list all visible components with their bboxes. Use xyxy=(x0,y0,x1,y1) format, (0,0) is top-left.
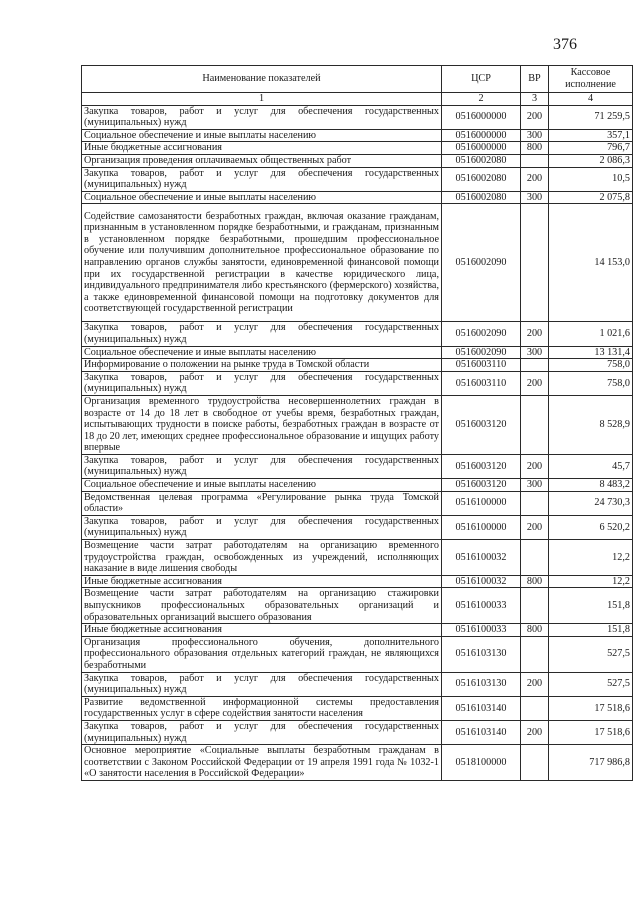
table-row xyxy=(82,322,633,346)
row-csr: 0516002090 xyxy=(442,204,521,322)
row-vr: 800 xyxy=(521,624,549,637)
column-number: 2 xyxy=(442,93,521,106)
column-number: 4 xyxy=(549,93,633,106)
table-row xyxy=(82,371,633,395)
row-name: Возмещение части затрат работодателям на организацию стажировки выпускников профессиональных образовательных организаций и образовательных организаций высшего образования xyxy=(82,588,442,624)
row-vr xyxy=(521,395,549,454)
table-row xyxy=(82,575,633,588)
row-amount: 14 153,0 xyxy=(549,204,633,322)
row-vr: 300 xyxy=(521,479,549,492)
row-name: Иные бюджетные ассигнования xyxy=(82,142,442,155)
row-amount: 6 520,2 xyxy=(549,515,633,539)
row-csr: 0516003120 xyxy=(442,454,521,478)
table-row xyxy=(82,479,633,492)
row-name: Закупка товаров, работ и услуг для обеспечения государственных (муниципальных) нужд xyxy=(82,515,442,539)
row-csr: 0516003110 xyxy=(442,371,521,395)
row-amount: 151,8 xyxy=(549,588,633,624)
header-csr: ЦСР xyxy=(442,66,521,93)
row-name: Развитие ведомственной информационной системы предоставления государственных услуг в сфере содействия занятости населения xyxy=(82,696,442,720)
row-vr xyxy=(521,204,549,322)
row-vr: 200 xyxy=(521,371,549,395)
table-row xyxy=(82,129,633,142)
table-row xyxy=(82,636,633,672)
budget-table xyxy=(81,65,633,781)
row-vr xyxy=(521,491,549,515)
row-csr: 0516000000 xyxy=(442,105,521,129)
row-name: Социальное обеспечение и иные выплаты населению xyxy=(82,191,442,204)
row-vr: 300 xyxy=(521,129,549,142)
row-csr: 0516100032 xyxy=(442,575,521,588)
row-amount: 1 021,6 xyxy=(549,322,633,346)
row-csr: 0516000000 xyxy=(442,129,521,142)
row-amount: 45,7 xyxy=(549,454,633,478)
row-vr: 200 xyxy=(521,454,549,478)
row-csr: 0516103140 xyxy=(442,696,521,720)
row-csr: 0516002080 xyxy=(442,167,521,191)
row-name: Социальное обеспечение и иные выплаты населению xyxy=(82,479,442,492)
row-name: Иные бюджетные ассигнования xyxy=(82,575,442,588)
row-amount: 71 259,5 xyxy=(549,105,633,129)
table-row xyxy=(82,105,633,129)
row-vr: 800 xyxy=(521,575,549,588)
table-row xyxy=(82,624,633,637)
row-name: Ведомственная целевая программа «Регулирование рынка труда Томской области» xyxy=(82,491,442,515)
table-row xyxy=(82,142,633,155)
row-amount: 12,2 xyxy=(549,575,633,588)
row-vr: 200 xyxy=(521,167,549,191)
row-name: Закупка товаров, работ и услуг для обеспечения государственных (муниципальных) нужд xyxy=(82,672,442,696)
row-vr xyxy=(521,588,549,624)
row-csr: 0518100000 xyxy=(442,745,521,781)
header-vr: ВР xyxy=(521,66,549,93)
row-name: Закупка товаров, работ и услуг для обеспечения государственных (муниципальных) нужд xyxy=(82,322,442,346)
table-row xyxy=(82,191,633,204)
table-row xyxy=(82,154,633,167)
row-vr xyxy=(521,154,549,167)
row-name: Организация проведения оплачиваемых общественных работ xyxy=(82,154,442,167)
row-name: Информирование о положении на рынке труда в Томской области xyxy=(82,359,442,372)
table-row xyxy=(82,515,633,539)
row-vr: 300 xyxy=(521,191,549,204)
column-number: 1 xyxy=(82,93,442,106)
row-amount: 758,0 xyxy=(549,359,633,372)
row-name: Возмещение части затрат работодателям на организацию временного трудоустройства граждан, освобожденных из учреждений, исполняющих наказание в виде лишения свободы xyxy=(82,540,442,576)
row-csr: 0516100000 xyxy=(442,515,521,539)
row-csr: 0516003120 xyxy=(442,479,521,492)
table-row xyxy=(82,696,633,720)
table-row xyxy=(82,588,633,624)
row-vr xyxy=(521,359,549,372)
row-csr: 0516003110 xyxy=(442,359,521,372)
table-row xyxy=(82,672,633,696)
header-row xyxy=(82,66,633,93)
row-amount: 12,2 xyxy=(549,540,633,576)
table-row xyxy=(82,745,633,781)
row-amount: 13 131,4 xyxy=(549,346,633,359)
row-name: Социальное обеспечение и иные выплаты населению xyxy=(82,346,442,359)
table-row xyxy=(82,167,633,191)
row-amount: 527,5 xyxy=(549,672,633,696)
row-csr: 0516002080 xyxy=(442,191,521,204)
row-amount: 8 528,9 xyxy=(549,395,633,454)
row-vr xyxy=(521,540,549,576)
table-row xyxy=(82,540,633,576)
row-vr: 200 xyxy=(521,672,549,696)
column-number-row xyxy=(82,93,633,106)
column-number: 3 xyxy=(521,93,549,106)
row-name: Иные бюджетные ассигнования xyxy=(82,624,442,637)
table-row xyxy=(82,491,633,515)
row-csr: 0516100032 xyxy=(442,540,521,576)
table-row xyxy=(82,204,633,322)
row-amount: 796,7 xyxy=(549,142,633,155)
row-amount: 151,8 xyxy=(549,624,633,637)
row-csr: 0516100033 xyxy=(442,624,521,637)
page-number: 376 xyxy=(553,36,577,53)
row-name: Организация временного трудоустройства несовершеннолетних граждан в возрасте от 14 до 18 лет в свободное от учебы время, безработных граждан, испытывающих трудности в поиске работы, безработных граждан в возрасте от 18 до 20 лет, имеющих среднее профессиональное образование и ищущих работу впервые xyxy=(82,395,442,454)
table-row xyxy=(82,395,633,454)
row-amount: 758,0 xyxy=(549,371,633,395)
row-amount: 17 518,6 xyxy=(549,720,633,744)
row-vr: 300 xyxy=(521,346,549,359)
row-name: Закупка товаров, работ и услуг для обеспечения государственных (муниципальных) нужд xyxy=(82,167,442,191)
row-name: Социальное обеспечение и иные выплаты населению xyxy=(82,129,442,142)
row-name: Основное мероприятие «Социальные выплаты безработным гражданам в соответствии с Законом Российской Федерации от 19 апреля 1991 года № 1032-1 «О занятости населения в Российской Федерации» xyxy=(82,745,442,781)
row-csr: 0516002080 xyxy=(442,154,521,167)
row-vr xyxy=(521,636,549,672)
row-amount: 24 730,3 xyxy=(549,491,633,515)
row-amount: 357,1 xyxy=(549,129,633,142)
row-vr: 200 xyxy=(521,720,549,744)
row-amount: 10,5 xyxy=(549,167,633,191)
table-row xyxy=(82,359,633,372)
row-csr: 0516002090 xyxy=(442,322,521,346)
row-amount: 17 518,6 xyxy=(549,696,633,720)
row-csr: 0516002090 xyxy=(442,346,521,359)
row-amount: 717 986,8 xyxy=(549,745,633,781)
header-amount: Кассовое исполнение xyxy=(549,66,633,93)
row-name: Закупка товаров, работ и услуг для обеспечения государственных (муниципальных) нужд xyxy=(82,720,442,744)
table-row xyxy=(82,346,633,359)
row-name: Закупка товаров, работ и услуг для обеспечения государственных (муниципальных) нужд xyxy=(82,454,442,478)
row-name: Закупка товаров, работ и услуг для обеспечения государственных (муниципальных) нужд xyxy=(82,105,442,129)
row-name: Закупка товаров, работ и услуг для обеспечения государственных (муниципальных) нужд xyxy=(82,371,442,395)
row-vr: 800 xyxy=(521,142,549,155)
row-vr: 200 xyxy=(521,515,549,539)
row-amount: 2 075,8 xyxy=(549,191,633,204)
row-csr: 0516003120 xyxy=(442,395,521,454)
row-amount: 527,5 xyxy=(549,636,633,672)
row-amount: 2 086,3 xyxy=(549,154,633,167)
row-csr: 0516103130 xyxy=(442,636,521,672)
row-vr: 200 xyxy=(521,322,549,346)
row-vr xyxy=(521,745,549,781)
row-csr: 0516100033 xyxy=(442,588,521,624)
row-csr: 0516103130 xyxy=(442,672,521,696)
row-vr xyxy=(521,696,549,720)
row-amount: 8 483,2 xyxy=(549,479,633,492)
row-name: Организация профессионального обучения, дополнительного профессионального образования отдельных категорий граждан, не являющихся безработными xyxy=(82,636,442,672)
row-csr: 0516103140 xyxy=(442,720,521,744)
row-name: Содействие самозанятости безработных граждан, включая оказание гражданам, признанным в установленном порядке безработными, и гражданам, признанным в установленном порядке безработными, прошедшим профессиональное обучение или получившим дополнительное профессиональное образование по направлению органов службы занятости, единовременной финансовой помощи при их государственной регистрации в качестве юридического лица, индивидуального предпринимателя либо крестьянского (фермерского) хозяйства, а также единовременной финансовой помощи на подготовку документов для соответствующей государственной регистрации xyxy=(82,204,442,322)
row-vr: 200 xyxy=(521,105,549,129)
table-row xyxy=(82,454,633,478)
table-body xyxy=(82,105,633,780)
row-csr: 0516000000 xyxy=(442,142,521,155)
table-row xyxy=(82,720,633,744)
row-csr: 0516100000 xyxy=(442,491,521,515)
header-name: Наименование показателей xyxy=(82,66,442,93)
